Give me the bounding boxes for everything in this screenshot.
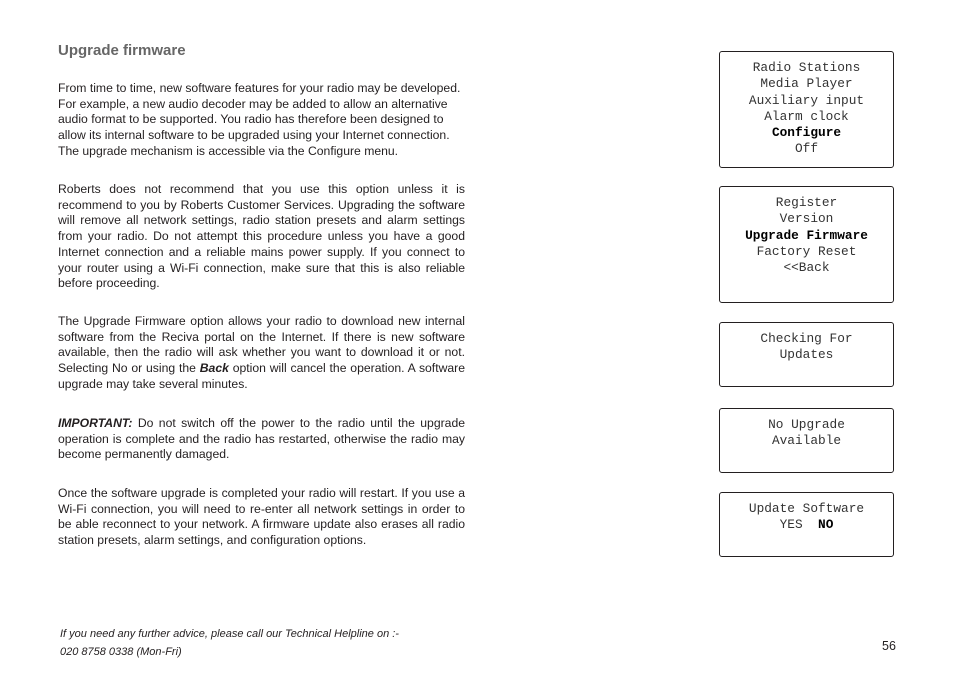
menu-item-upgrade-firmware: Upgrade Firmware xyxy=(745,227,868,243)
menu-item-version: Version xyxy=(779,211,834,227)
important-paragraph xyxy=(58,416,465,463)
menu-item-factory-reset: Factory Reset xyxy=(756,243,857,259)
main-menu-display xyxy=(719,51,894,168)
paragraph-text: The Upgrade Firmware option allows your radio to download new internal software from the Reciva portal on the Internet. If there is new software available, then the radio will ask whether you want to download it or not. Selecting No or using the xyxy=(58,314,465,376)
intro-paragraph: From time to time, new software features for your radio may be developed. For example, a new audio decoder may be added to allow an alternative audio format to be supported. You radio has therefore been designed to allow its internal software to be upgraded using your Internet connection. The upgrade mechanism is accessible via the Configure menu. xyxy=(58,81,461,158)
menu-item-auxiliary-input: Auxiliary input xyxy=(748,92,865,108)
no-option: NO xyxy=(818,517,834,533)
display-line: Available xyxy=(771,433,842,449)
display-line: No Upgrade xyxy=(768,417,845,432)
menu-item-back: <<Back xyxy=(783,260,830,276)
menu-item-configure: Configure xyxy=(771,125,842,141)
no-upgrade-display xyxy=(719,408,894,473)
warning-paragraph: Roberts does not recommend that you use this option unless it is recommend to you by Roberts Customer Services. Upgrading the software will remove all network settings, radio station presets and alarm settings from your radio. Do not attempt this procedure unless you have a good Internet connection and a reliable mains power supply. If you connect to your router using a Wi-Fi connection, make sure that this is also reliable before proceeding. xyxy=(58,182,465,291)
page-number: 56 xyxy=(882,639,896,653)
update-prompt-display xyxy=(719,492,894,557)
menu-item-radio-stations: Radio Stations xyxy=(752,60,861,75)
checking-updates-display xyxy=(719,322,894,387)
paragraph-text: option will cancel the operation. A software upgrade may take several minutes. xyxy=(58,361,465,391)
yes-option: YES xyxy=(779,517,803,533)
upgrade-option-paragraph xyxy=(58,314,465,393)
restart-paragraph: Once the software upgrade is completed your radio will restart. If you use a Wi-Fi connection, you will need to re-enter all network settings in order to be able reconnect to your network. A firmware update also erases all radio station presets, alarm settings, and configuration options. xyxy=(58,486,465,548)
menu-item-media-player: Media Player xyxy=(760,76,853,92)
paragraph-text: Do not switch off the power to the radio until the upgrade operation is complete and the radio has restarted, otherwise the radio may become permanently damaged. xyxy=(58,416,465,462)
helpline-text: If you need any further advice, please call our Technical Helpline on :- xyxy=(60,628,399,640)
menu-item-alarm-clock: Alarm clock xyxy=(764,108,849,124)
important-label: IMPORTANT: xyxy=(58,416,133,430)
helpline-number: 020 8758 0338 (Mon-Fri) xyxy=(60,646,182,658)
display-line: Updates xyxy=(779,347,834,363)
display-line: Update Software xyxy=(748,501,865,516)
section-title: Upgrade firmware xyxy=(58,42,186,59)
back-keyword: Back xyxy=(199,361,229,376)
menu-item-off: Off xyxy=(794,141,819,157)
menu-item-register: Register xyxy=(775,195,838,210)
configure-menu-display xyxy=(719,186,894,303)
yes-no-line xyxy=(720,517,893,533)
display-line: Checking For xyxy=(760,331,853,346)
